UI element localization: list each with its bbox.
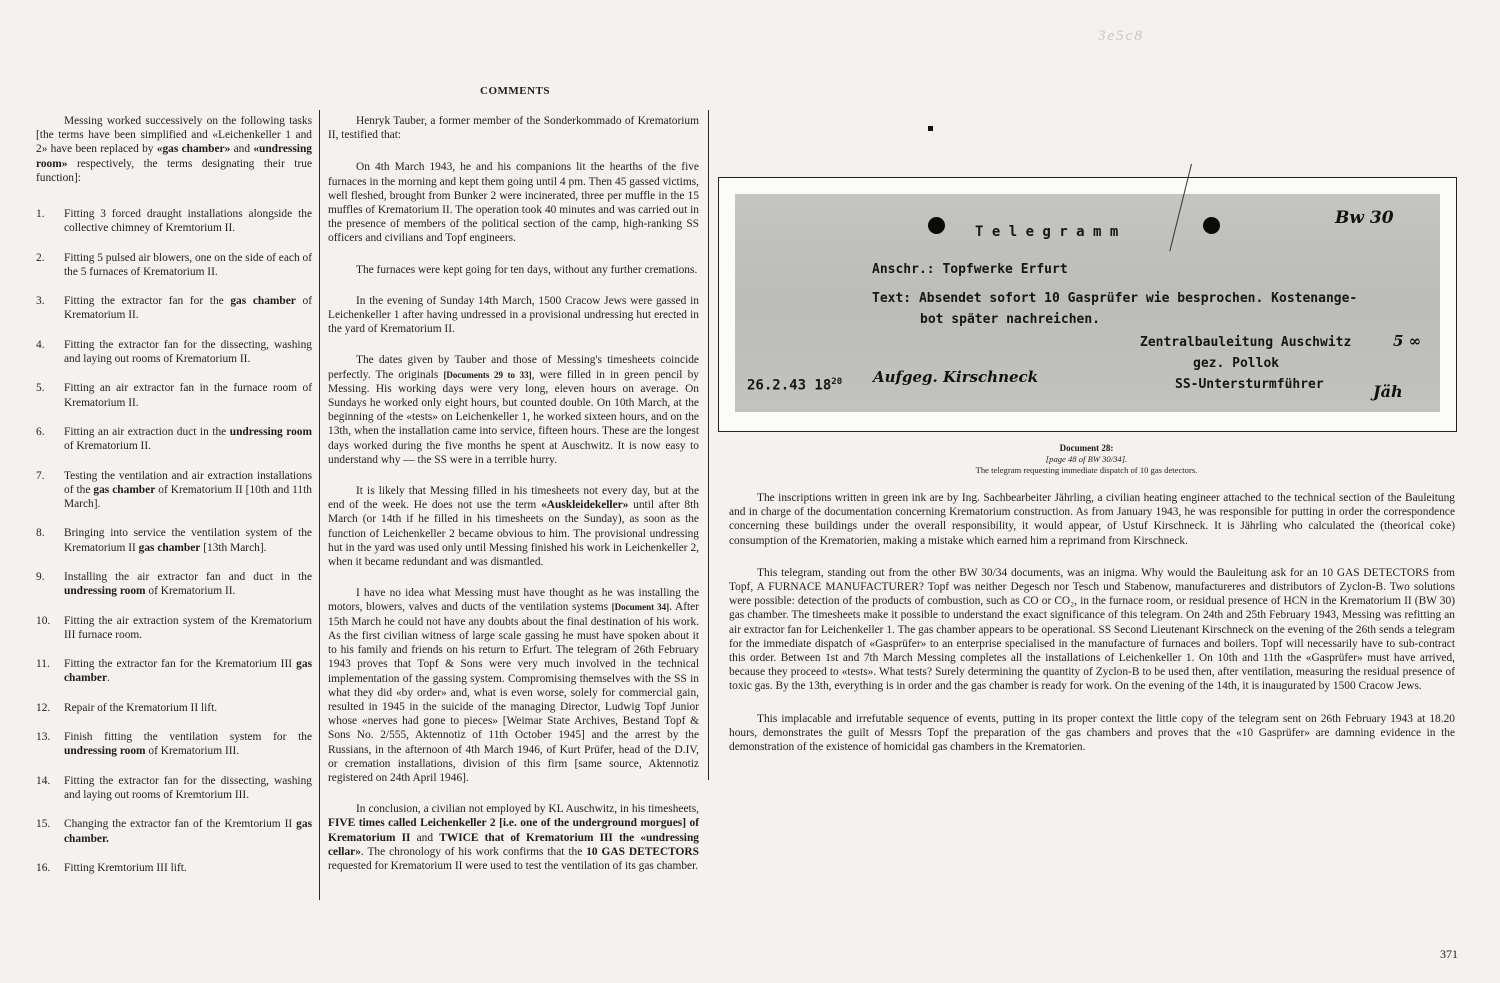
telegram-signed: gez. Pollok [1193, 356, 1280, 371]
paragraph: On 4th March 1943, he and his companions lit the hearths of the five furnaces in the morning and kept them going until 4 pm. Then 45 gassed victims, well fleshed, brought from Bunker 2 were incinerated, three per muffle in the 15 muffles of Krematorium II. The operation took 40 minutes and was carried out in the presence of members of the political section of the camp, high-ranking SS officers and civilians and Topf engineers. [328, 161, 699, 245]
task-item [36, 730, 312, 758]
paragraph: In conclusion, a civilian not employed by KL Auschwitz, in his timesheets, FIVE times called Leichenkeller 2 [i.e. one of the underground morgues] of Krematorium II and TWICE that of Krematorium III the «undressing cellar». The chronology of his work confirms that the 10 GAS DETECTORS requested for Krematorium II were used to test the ventilation of its gas chamber. [328, 803, 699, 872]
column-divider-left [319, 110, 320, 900]
telegram-date: 26.2.43 $18^{20}$ [747, 377, 843, 394]
task-text: Fitting Kremtorium III lift. [64, 861, 187, 874]
task-text: Finish fitting the ventilation system for the undressing room of Krematorium III. [64, 731, 312, 758]
punch-hole-left [928, 217, 945, 234]
task-item [36, 817, 312, 845]
paragraph: This implacable and irrefutable sequence of events, putting in its proper context the little copy of the telegram sent on 26th February 1943 at 18.20 hours, demonstrates the guilt of Messrs Topf the preparation of the gas chambers and proves that the «10 Gasprüfer» are damning evidence in the demonstration of the existence of homicidal gas chambers in the Krematorien. [729, 712, 1455, 754]
paragraph: I have no idea what Messing must have thought as he was installing the motors, blowers, valves and ducts of the ventilation systems [Document 34]. After 15th March he could not have any doubts about the final destination of his work. As the first civilian witness of large scale gassing he must have spoken about it to his family and friends on his return to Erfurt. The telegram of 26th February 1943 proves that Topf & Sons were very much involved in the technical implementation of the gassing system. Compromising themselves with the SS in what they did «by order» and, what is even worse, solely for commercial gain, resulted in 1945 in the suicide of the managing Director, Ludwig Topf Junior whose «nerves had gone to pieces» [Weimar State Archives, Bestand Topf & Sons No. 2/555, Aktennotiz of 11th October 1945] and the arrest by the Russians, in the afternoon of 4th March 1946, of Kurt Prüfer, head of the D.IV, or cremation installations, division of this firm [same source, Aktennotiz registered on 24th April 1946]. [328, 587, 699, 784]
task-number: 8. [36, 527, 45, 540]
task-text: Installing the air extractor fan and duct in the undressing room of Krematorium II. [64, 570, 312, 598]
testimony-column [328, 114, 699, 890]
task-number: 5. [36, 382, 45, 395]
task-number: 3. [36, 295, 45, 308]
task-item [36, 381, 312, 409]
pencil-mark: 3e5c8 [1098, 28, 1144, 44]
task-list-intro: Messing worked successively on the following tasks [the terms have been simplified and «Leichenkeller 1 and 2» have been replaced by «gas chamber» and «undressing room» respectively, the terms designating their true function]: [36, 115, 312, 184]
task-item [36, 526, 312, 554]
task-text: Fitting the extractor fan for the Krematorium III gas chamber. [64, 658, 312, 685]
handwritten-marks: 5 ∞ [1393, 332, 1422, 350]
caption-reference: [page 48 of BW 30/34]. [1045, 454, 1128, 464]
paragraph: The inscriptions written in green ink are by Ing. Sachbearbeiter Jährling, a civilian heating engineer attached to the technical section of the Bauleitung and in charge of the documentation concerning Krematorium construction. As from January 1943, he was responsible for putting in order the correspondence concerning these buildings under the overall responsibility, it would appear, of Ustuf Kirschneck. It is Jährling who calculated the (theorical coke) consumption of the Krematorien, making a mistake which earned him a reprimand from Kirschneck. [729, 492, 1455, 547]
task-text: Bringing into service the ventilation system of the Krematorium II gas chamber [13th March]. [64, 527, 312, 554]
task-text: Fitting 3 forced draught installations alongside the collective chimney of Kremtorium II. [64, 208, 312, 235]
task-number: 4. [36, 338, 45, 351]
task-number: 9. [36, 570, 45, 583]
task-number: 15. [36, 818, 51, 831]
task-item [36, 570, 312, 598]
task-item [36, 657, 312, 685]
task-item [36, 294, 312, 322]
paragraph: Henryk Tauber, a former member of the Sonderkommado of Krematorium II, testified that: [328, 115, 699, 142]
task-number: 12. [36, 701, 51, 714]
task-number: 2. [36, 251, 45, 264]
document-caption [718, 443, 1455, 476]
analysis-column [729, 491, 1455, 772]
caption-text: The telegram requesting immediate dispatch of 10 gas detectors. [975, 465, 1198, 475]
telegram-address: Anschr.: Topfwerke Erfurt [872, 262, 1068, 277]
task-text: Fitting an air extraction duct in the undressing room of Krematorium II. [64, 425, 312, 453]
task-number: 6. [36, 425, 45, 438]
punch-hole-right [1203, 217, 1220, 234]
task-number: 10. [36, 614, 51, 627]
ink-dot [928, 126, 933, 131]
task-text: Fitting the air extraction system of the Krematorium III furnace room. [64, 614, 312, 641]
section-heading: COMMENTS [480, 85, 550, 97]
task-number: 16. [36, 861, 51, 874]
task-text: Repair of the Krematorium II lift. [64, 701, 218, 714]
task-text: Fitting the extractor fan for the dissecting, washing and laying out rooms of Kremtorium III. [64, 774, 312, 801]
column-divider-right [708, 110, 709, 780]
task-text: Changing the extractor fan of the Kremtorium II gas chamber. [64, 818, 312, 845]
task-list-column [36, 114, 312, 890]
task-item [36, 614, 312, 642]
paragraph: This telegram, standing out from the other BW 30/34 documents, was an inigma. Why would the Bauleitung ask for an 10 GAS DETECTORS from Topf, A FURNACE MANUFACTURER? Topf was neither Degesch nor Tesch und Stabenow, manufactureres and distributors of Zyclon-B. Two solutions were possible: detection of the products of combustion, such as CO or CO₂, in the furnace room, or residual presence of HCN in the Krematorium II (BW 30) gas chamber. The timesheets make it possible to understand the exact significance of this telegram. On 24th and 25th February 1943, Messing was refitting an air extractor fan for Leichenkeller 1. The gas chamber appears to be operational. SS Second Lieutenant Kirschneck on the evening of the 26th sends a telegram for the immediate dispatch of «Gasprüfer» to an enterprise specialised in the manufacture of furnaces and boilers. Topf will necessarily have to sub-contract this order. Between 1st and 7th March Messing completes all the installations of Leichenkeller 1. On 10th and 11th the «Gasprüfer» must have arrived, because they proceed to «tests». What tests? Surely determining the quantity of Zyclon-B to be used then, after ventilation, measuring the residual presence of toxic gas. By the 13th, everything is in order and the gas chamber is ready for work. On the evening of the 14th, it is inaugurated by 1500 Cracow Jews. [729, 566, 1455, 693]
telegram-rank: SS-Untersturmführer [1175, 377, 1324, 392]
paragraph: The furnaces were kept going for ten days, without any further cremations. [356, 263, 698, 276]
task-item [36, 701, 312, 715]
task-text: Fitting an air extractor fan in the furnace room of Krematorium II. [64, 382, 312, 409]
telegram-image [735, 194, 1440, 412]
task-text: Fitting the extractor fan for the gas chamber of Krematorium II. [64, 295, 312, 322]
task-number: 13. [36, 731, 51, 744]
caption-title: Document 28: [1059, 443, 1114, 453]
telegram-title: T e l e g r a m m [975, 224, 1119, 240]
telegram-sender: Zentralbauleitung Auschwitz [1140, 335, 1352, 350]
task-list [36, 207, 312, 875]
handwritten-initials: Jäh [1373, 382, 1403, 401]
task-number: 14. [36, 774, 51, 787]
task-text: Testing the ventilation and air extraction installations of the gas chamber of Krematorium II [10th and 11th March]. [64, 469, 312, 510]
page-number: 371 [1440, 947, 1458, 961]
task-text: Fitting 5 pulsed air blowers, one on the side of each of the 5 furnaces of Krematorium II. [64, 251, 313, 278]
telegram-text-line-1: Text: Absendet sofort 10 Gasprüfer wie besprochen. Kostenange- [872, 291, 1358, 306]
task-item [36, 338, 312, 366]
task-number: 1. [36, 208, 45, 221]
task-item [36, 425, 312, 453]
task-item [36, 774, 312, 802]
telegram-text-line-2: bot später nachreichen. [920, 312, 1101, 327]
paragraph: The dates given by Tauber and those of Messing's timesheets coincide perfectly. The originals [Documents 29 to 33], were filled in in green pencil by Messing. His working days were very long, eleven hours on average. On Sundays he worked only eight hours, but counted double. On 10th March, at the beginning of the «tests» on Leichenkeller 1, he worked sixteen hours, and on the 13th, when the installation came into service, fifteen hours. These are the longest days worked during the five months he spent at Auschwitz. It is now easy to understand why — the SS were in a terrible hurry. [328, 354, 699, 466]
task-text: Fitting the extractor fan for the dissecting, washing and laying out rooms of Krematorium II. [64, 338, 312, 365]
paragraph: It is likely that Messing filled in his timesheets not every day, but at the end of the week. He does not use the term «Auskleidekeller» until after 8th March (or 14th if he filled in his timesheets on the Sunday), as soon as the function of Leichenkeller 2 became obvious to him. The provisional undressing hut in the yard was used only until Messing finished his work in Leichenkeller 2, when it became redundant and was dismantled. [328, 485, 699, 569]
task-item [36, 861, 312, 875]
paragraph: In the evening of Sunday 14th March, 1500 Cracow Jews were gassed in Leichenkeller 1 after having undressed in a provisional undressing hut erected in the yard of Krematorium II. [328, 294, 699, 336]
task-item [36, 207, 312, 235]
task-number: 7. [36, 469, 45, 482]
task-item [36, 469, 312, 512]
handwritten-reference: Bw 30 [1335, 208, 1394, 228]
task-number: 11. [36, 658, 50, 671]
handwritten-signature: Aufgeg. Kirschneck [873, 368, 1039, 386]
task-item [36, 251, 312, 279]
